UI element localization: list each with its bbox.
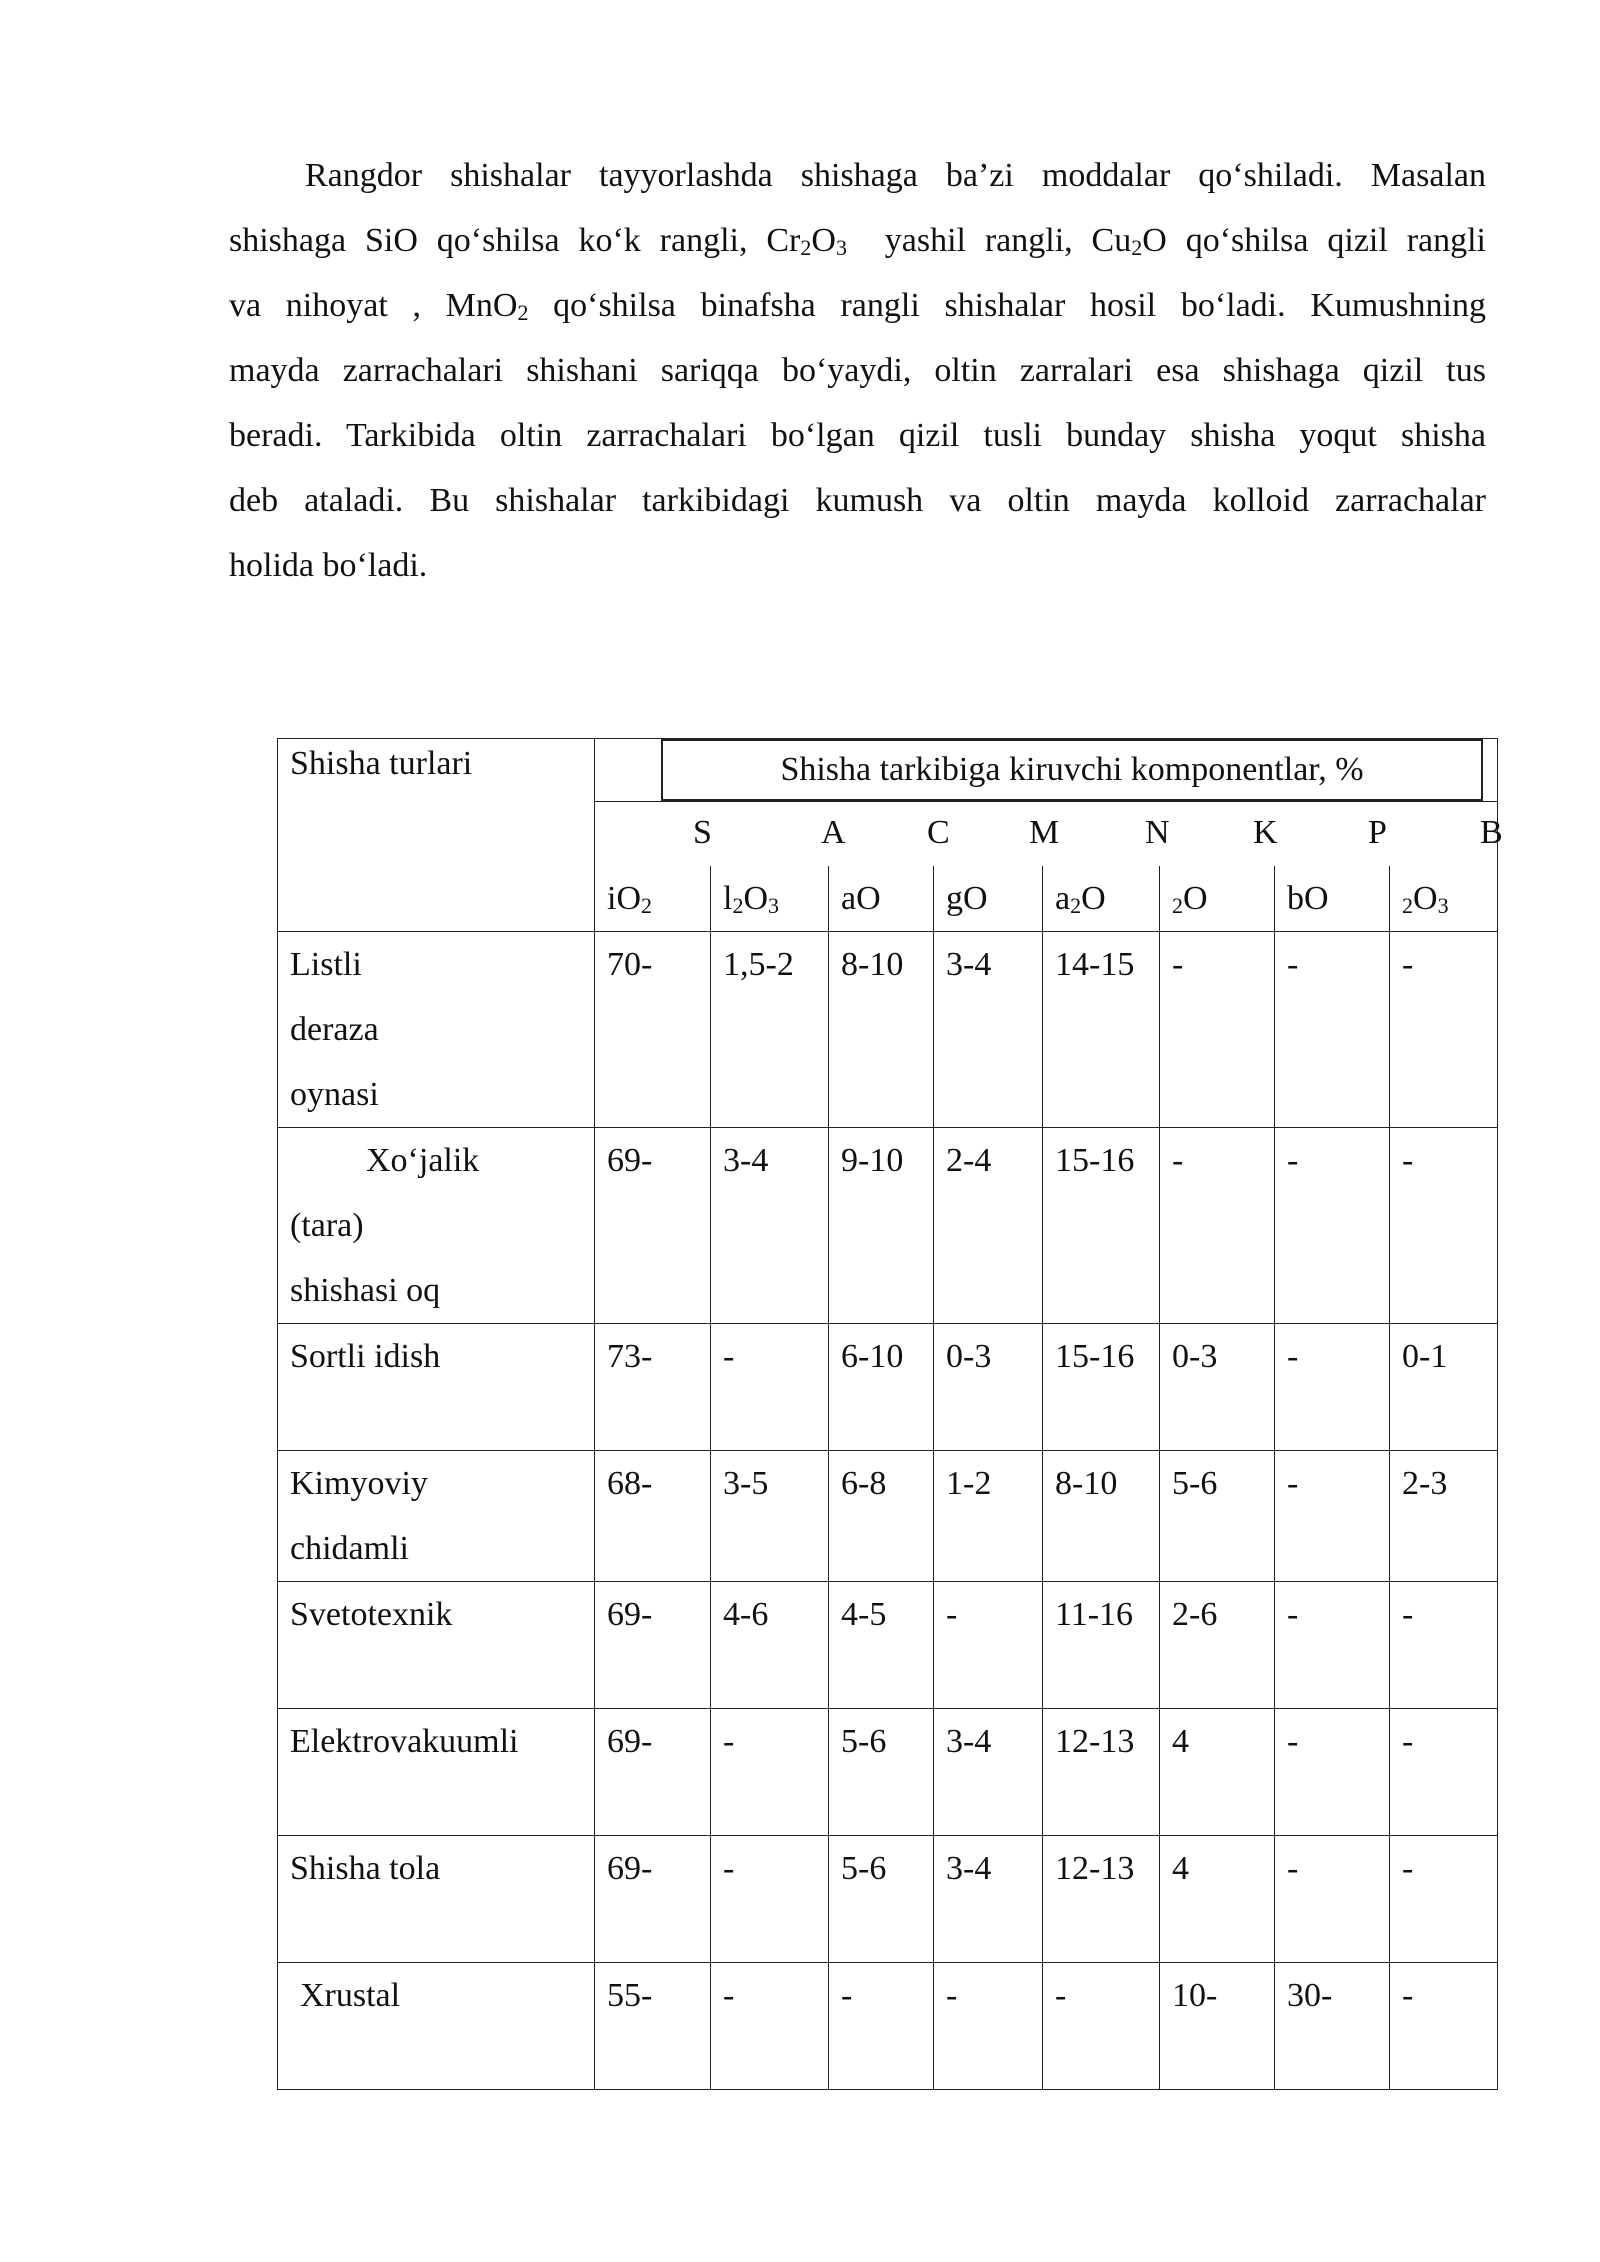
- line-text: Rangdor shishalar tayyorlashda shishaga ba’zi moddalar qo‘shiladi. Masalan: [305, 157, 1486, 194]
- line-text: shishaga SiO qo‘shilsa ko‘k rangli, Cr: [229, 222, 801, 259]
- letter-na: N: [1145, 814, 1170, 851]
- value-cell: -: [1275, 1450, 1390, 1581]
- line-text: yashil rangli, Cu: [846, 222, 1132, 259]
- subscript: 3: [1437, 892, 1449, 918]
- type-header-cell: [278, 739, 595, 932]
- formula-tail-al2o3: [711, 866, 829, 932]
- paragraph-line-1: [229, 143, 1486, 208]
- value-cell: 5-6: [1160, 1450, 1275, 1581]
- formula-tail-k2o: [1160, 866, 1275, 932]
- glass-type-text: Xrustal: [300, 1976, 401, 2014]
- value-cell: 3-5: [711, 1450, 829, 1581]
- value-cell: -: [711, 1962, 829, 2089]
- glass-type-cell: [278, 1835, 595, 1962]
- formula-tail-sio2: [595, 866, 711, 932]
- value-cell: 4: [1160, 1835, 1275, 1962]
- value-cell: -: [1275, 1835, 1390, 1962]
- table-row: [278, 1127, 1498, 1323]
- composition-table: [277, 738, 1503, 2090]
- value-cell: 3-4: [934, 931, 1043, 1127]
- value-cell: -: [1390, 931, 1498, 1127]
- paragraph-line-2: [229, 208, 1486, 273]
- value-cell: 3-4: [934, 1835, 1043, 1962]
- value-cell: 0-1: [1390, 1323, 1498, 1450]
- value-cell: -: [1160, 1127, 1275, 1323]
- subscript: 3: [768, 892, 780, 918]
- value-cell: 11-16: [1043, 1581, 1160, 1708]
- value-cell: 69-: [595, 1581, 711, 1708]
- glass-type-cell: [278, 1450, 595, 1581]
- table-row: [278, 1450, 1498, 1581]
- formula-tail-cao: [829, 866, 934, 932]
- value-cell: 15-16: [1043, 1127, 1160, 1323]
- value-cell: -: [934, 1962, 1043, 2089]
- value-cell: 4: [1160, 1708, 1275, 1835]
- letter-k: K: [1253, 814, 1278, 851]
- value-cell: 68-: [595, 1450, 711, 1581]
- body-paragraph: [229, 143, 1486, 598]
- formula-text: l: [723, 879, 733, 917]
- value-cell: 5-6: [829, 1708, 934, 1835]
- value-cell: 12-13: [1043, 1708, 1160, 1835]
- formula-tail-pbo: [1275, 866, 1390, 932]
- value-cell: -: [711, 1708, 829, 1835]
- letter-b: B: [1480, 814, 1503, 851]
- value-cell: 14-15: [1043, 931, 1160, 1127]
- value-cell: 8-10: [1043, 1450, 1160, 1581]
- line-text: mayda zarrachalari shishani sariqqa bo‘yaydi, oltin zarralari esa shishaga qizil tus: [229, 352, 1486, 389]
- glass-type-line: [290, 932, 582, 1062]
- glass-type-text: Shisha tola: [290, 1849, 441, 1887]
- subscript: 2: [1131, 235, 1143, 260]
- subscript: 3: [835, 235, 847, 260]
- glass-type-text: (tara): [290, 1206, 364, 1244]
- value-cell: -: [1390, 1962, 1498, 2089]
- value-cell: 9-10: [829, 1127, 934, 1323]
- glass-type-text: Listli deraza: [290, 945, 379, 1048]
- formula-text: aO: [841, 879, 881, 917]
- value-cell: 6-8: [829, 1450, 934, 1581]
- subscript: 2: [732, 892, 744, 918]
- formula-text: bO: [1287, 879, 1329, 917]
- value-cell: -: [1390, 1835, 1498, 1962]
- value-cell: 0-3: [934, 1323, 1043, 1450]
- value-cell: -: [1275, 1127, 1390, 1323]
- glass-type-text: Xo‘jalik: [366, 1141, 480, 1179]
- formula-tail-mgo: [934, 866, 1043, 932]
- formula-text: iO: [607, 879, 641, 917]
- paragraph-line-7: [229, 533, 1486, 598]
- value-cell: 0-3: [1160, 1323, 1275, 1450]
- value-cell: -: [1390, 1581, 1498, 1708]
- value-cell: 69-: [595, 1708, 711, 1835]
- subscript: 2: [1172, 892, 1183, 918]
- letter-ca: C: [927, 814, 950, 851]
- formula-letters-row: [595, 802, 1503, 866]
- formula-text: gO: [946, 879, 988, 917]
- glass-type-cell: [278, 1323, 595, 1450]
- letter-si: S: [693, 814, 712, 851]
- glass-type-text: Elektrovakuumli: [290, 1722, 519, 1760]
- type-header: Shisha turlari: [290, 745, 473, 782]
- formula-text: O: [1183, 879, 1208, 917]
- glass-type-text: chidamli: [290, 1529, 409, 1567]
- formula-tail-na2o: [1043, 866, 1160, 932]
- value-cell: -: [1160, 931, 1275, 1127]
- value-cell: -: [934, 1581, 1043, 1708]
- line-text: beradi. Tarkibida oltin zarrachalari bo‘lgan qizil tusli bunday shisha yoqut shisha: [229, 417, 1486, 454]
- line-text: deb ataladi. Bu shishalar tarkibidagi kumush va oltin mayda kolloid zarrachalar: [229, 482, 1486, 519]
- value-cell: -: [1275, 1323, 1390, 1450]
- value-cell: -: [711, 1835, 829, 1962]
- glass-type-cell: [278, 1708, 595, 1835]
- line-text: va nihoyat , MnO: [229, 287, 518, 324]
- line-text: holida bo‘ladi.: [229, 547, 428, 584]
- value-cell: 69-: [595, 1127, 711, 1323]
- value-cell: 2-4: [934, 1127, 1043, 1323]
- value-cell: 10-: [1160, 1962, 1275, 2089]
- formula-text: O: [1081, 879, 1106, 917]
- value-cell: 70-: [595, 931, 711, 1127]
- value-cell: 55-: [595, 1962, 711, 2089]
- value-cell: 12-13: [1043, 1835, 1160, 1962]
- letter-mg: M: [1029, 814, 1060, 851]
- value-cell: 30-: [1275, 1962, 1390, 2089]
- line-text: O qo‘shilsa qizil rangli: [1142, 222, 1486, 259]
- value-cell: 8-10: [829, 931, 934, 1127]
- value-cell: 15-16: [1043, 1323, 1160, 1450]
- letter-al: A: [821, 814, 846, 851]
- line-text: O: [811, 222, 836, 259]
- value-cell: -: [1043, 1962, 1160, 2089]
- line-text: qo‘shilsa binafsha rangli shishalar hosil bo‘ladi. Kumushning: [528, 287, 1486, 324]
- subscript: 2: [1402, 892, 1413, 918]
- value-cell: 5-6: [829, 1835, 934, 1962]
- glass-type-cell: [278, 1962, 595, 2089]
- formula-text: O: [743, 879, 769, 917]
- components-header: Shisha tarkibiga kiruvchi komponentlar, %: [661, 739, 1483, 801]
- paragraph-line-3: [229, 273, 1486, 338]
- value-cell: 2-6: [1160, 1581, 1275, 1708]
- subscript: 2: [1070, 892, 1082, 918]
- value-cell: 3-4: [711, 1127, 829, 1323]
- value-cell: 6-10: [829, 1323, 934, 1450]
- value-cell: -: [711, 1323, 829, 1450]
- glass-type-text: Kimyoviy: [290, 1464, 428, 1502]
- value-cell: -: [829, 1962, 934, 2089]
- subscript: 2: [641, 892, 652, 918]
- subscript: 2: [517, 300, 529, 325]
- paragraph-line-5: [229, 403, 1486, 468]
- paragraph-line-6: [229, 468, 1486, 533]
- table-row: [278, 1581, 1498, 1708]
- value-cell: -: [1275, 931, 1390, 1127]
- subscript: 2: [800, 235, 812, 260]
- value-cell: 73-: [595, 1323, 711, 1450]
- components-header-cell: [595, 739, 1498, 802]
- table-row: [278, 1835, 1498, 1962]
- glass-type-cell: [278, 1581, 595, 1708]
- glass-type-text: Svetotexnik: [290, 1595, 453, 1633]
- table-row: [278, 1708, 1498, 1835]
- table-row: [278, 931, 1498, 1127]
- paragraph-line-4: [229, 338, 1486, 403]
- value-cell: 3-4: [934, 1708, 1043, 1835]
- value-cell: 4-6: [711, 1581, 829, 1708]
- formula-text: O: [1413, 879, 1438, 917]
- value-cell: -: [1390, 1127, 1498, 1323]
- glass-type-cell: [278, 1127, 595, 1323]
- glass-type-text: Sortli idish: [290, 1337, 441, 1375]
- table-row: [278, 1323, 1498, 1450]
- formula-text: a: [1055, 879, 1071, 917]
- value-cell: -: [1275, 1581, 1390, 1708]
- letter-pb: P: [1368, 814, 1387, 851]
- formula-tail-b2o3: [1390, 866, 1498, 932]
- glass-type-text: oynasi: [290, 1075, 379, 1113]
- value-cell: 4-5: [829, 1581, 934, 1708]
- value-cell: 2-3: [1390, 1450, 1498, 1581]
- value-cell: 69-: [595, 1835, 711, 1962]
- glass-type-text: shishasi oq: [290, 1271, 441, 1309]
- value-cell: 1,5-2: [711, 931, 829, 1127]
- value-cell: -: [1390, 1708, 1498, 1835]
- table-row: [278, 1962, 1498, 2089]
- glass-type-cell: [278, 931, 595, 1127]
- value-cell: 1-2: [934, 1450, 1043, 1581]
- value-cell: -: [1275, 1708, 1390, 1835]
